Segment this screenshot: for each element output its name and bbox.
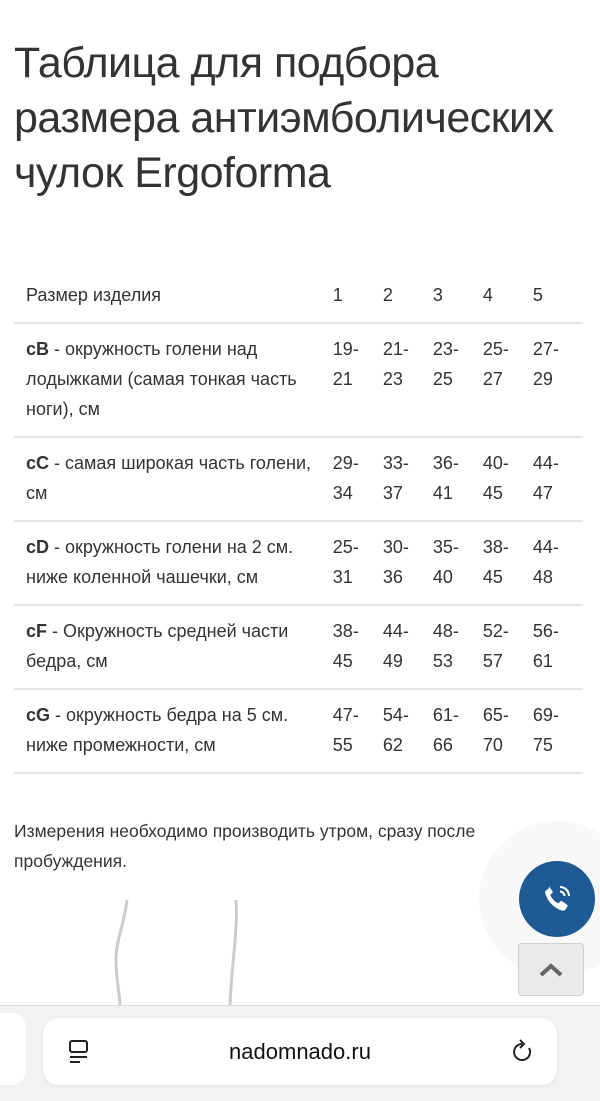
call-button[interactable] xyxy=(519,861,595,937)
size-range-cell xyxy=(383,521,433,605)
measurement-desc: - окружность бедра на 5 см. ниже промежности, см xyxy=(26,705,289,755)
range-from: 25- xyxy=(332,537,359,557)
size-range-cell xyxy=(483,521,533,605)
size-range-cell xyxy=(333,521,383,605)
range-to: 34 xyxy=(332,483,353,503)
range-from: 21- xyxy=(382,339,409,359)
measurement-desc: - окружность голени над лодыжками (самая тонкая часть ноги), см xyxy=(26,339,297,419)
range-to: 48 xyxy=(532,567,553,587)
measurement-label xyxy=(14,689,333,773)
size-range-cell xyxy=(433,689,483,773)
measurement-desc: - Окружность средней части бедра, см xyxy=(26,621,289,671)
previous-tab[interactable] xyxy=(0,1013,26,1085)
page-title: Таблица для подбора размера антиэмболических чулок Ergoforma xyxy=(14,39,554,197)
range-to: 37 xyxy=(382,483,403,503)
size-range-cell xyxy=(533,323,583,437)
size-range-cell xyxy=(383,605,433,689)
table-header-row xyxy=(14,270,583,323)
scroll-to-top-button[interactable] xyxy=(518,943,584,996)
measurement-label xyxy=(14,437,333,521)
url-text[interactable]: nadomnado.ru xyxy=(229,1038,371,1064)
size-range-cell xyxy=(533,437,583,521)
legs-illustration xyxy=(110,900,250,1005)
range-from: 56- xyxy=(532,621,559,641)
range-to: 75 xyxy=(532,735,553,755)
measurement-code: cC xyxy=(26,453,50,473)
range-from: 38- xyxy=(482,537,509,557)
range-from: 47- xyxy=(332,705,359,725)
range-to: 31 xyxy=(332,567,353,587)
range-to: 40 xyxy=(432,567,453,587)
measurement-code: cF xyxy=(26,621,48,641)
size-range-cell xyxy=(483,689,533,773)
table-row xyxy=(14,323,583,437)
size-range-cell xyxy=(483,605,533,689)
size-range-cell xyxy=(433,521,483,605)
range-from: 40- xyxy=(482,453,509,473)
header-label: Размер изделия xyxy=(14,270,333,323)
size-range-cell xyxy=(383,437,433,521)
size-header: 1 xyxy=(333,270,383,323)
range-from: 25- xyxy=(482,339,509,359)
range-to: 53 xyxy=(432,651,453,671)
size-header: 2 xyxy=(383,270,433,323)
measurement-label xyxy=(14,521,333,605)
range-to: 61 xyxy=(532,651,553,671)
address-bar[interactable] xyxy=(43,1018,557,1085)
range-from: 33- xyxy=(382,453,409,473)
table-row xyxy=(14,689,583,773)
range-to: 45 xyxy=(482,483,503,503)
size-range-cell xyxy=(533,689,583,773)
range-from: 30- xyxy=(382,537,409,557)
size-range-cell xyxy=(433,323,483,437)
size-range-cell xyxy=(483,437,533,521)
reload-icon[interactable] xyxy=(511,1039,535,1065)
range-from: 54- xyxy=(382,705,409,725)
size-range-cell xyxy=(433,437,483,521)
size-range-cell xyxy=(433,605,483,689)
measurement-desc: - окружность голени на 2 см. ниже коленной чашечки, см xyxy=(26,537,294,587)
measurement-note: Измерения необходимо производить утром, сразу после пробуждения. xyxy=(14,821,476,871)
range-to: 66 xyxy=(432,735,453,755)
range-from: 48- xyxy=(432,621,459,641)
size-range-cell xyxy=(533,521,583,605)
size-range-cell xyxy=(483,323,533,437)
range-to: 70 xyxy=(482,735,503,755)
range-to: 45 xyxy=(482,567,503,587)
size-header: 5 xyxy=(533,270,583,323)
range-to: 23 xyxy=(382,369,403,389)
range-from: 44- xyxy=(532,453,559,473)
range-from: 35- xyxy=(432,537,459,557)
phone-icon xyxy=(539,881,575,917)
range-to: 29 xyxy=(532,369,553,389)
range-from: 44- xyxy=(532,537,559,557)
range-from: 38- xyxy=(332,621,359,641)
size-range-cell xyxy=(383,323,433,437)
table-row xyxy=(14,521,583,605)
range-to: 36 xyxy=(382,567,403,587)
measurement-desc: - самая широкая часть голени, см xyxy=(26,453,312,503)
range-from: 61- xyxy=(432,705,459,725)
range-from: 19- xyxy=(332,339,359,359)
range-from: 52- xyxy=(482,621,509,641)
range-to: 49 xyxy=(382,651,403,671)
size-range-cell xyxy=(333,605,383,689)
size-table xyxy=(14,270,583,774)
size-header: 4 xyxy=(483,270,533,323)
size-range-cell xyxy=(333,689,383,773)
reader-menu-icon[interactable] xyxy=(67,1039,91,1065)
measurement-label xyxy=(14,605,333,689)
measurement-code: cG xyxy=(26,705,51,725)
range-to: 45 xyxy=(332,651,353,671)
table-row xyxy=(14,605,583,689)
range-to: 55 xyxy=(332,735,353,755)
range-to: 62 xyxy=(382,735,403,755)
size-range-cell xyxy=(383,689,433,773)
table-row xyxy=(14,437,583,521)
range-from: 69- xyxy=(532,705,559,725)
size-header: 3 xyxy=(433,270,483,323)
range-from: 65- xyxy=(482,705,509,725)
measurement-label xyxy=(14,323,333,437)
range-to: 47 xyxy=(532,483,553,503)
range-from: 36- xyxy=(432,453,459,473)
size-range-cell xyxy=(333,323,383,437)
range-to: 27 xyxy=(482,369,503,389)
range-to: 41 xyxy=(432,483,453,503)
range-to: 21 xyxy=(332,369,353,389)
size-range-cell xyxy=(333,437,383,521)
chevron-up-icon xyxy=(538,962,564,978)
range-to: 57 xyxy=(482,651,503,671)
measurement-code: cB xyxy=(26,339,50,359)
range-from: 27- xyxy=(532,339,559,359)
measurement-code: cD xyxy=(26,537,50,557)
range-from: 44- xyxy=(382,621,409,641)
range-from: 29- xyxy=(332,453,359,473)
range-from: 23- xyxy=(432,339,459,359)
size-range-cell xyxy=(533,605,583,689)
range-to: 25 xyxy=(432,369,453,389)
